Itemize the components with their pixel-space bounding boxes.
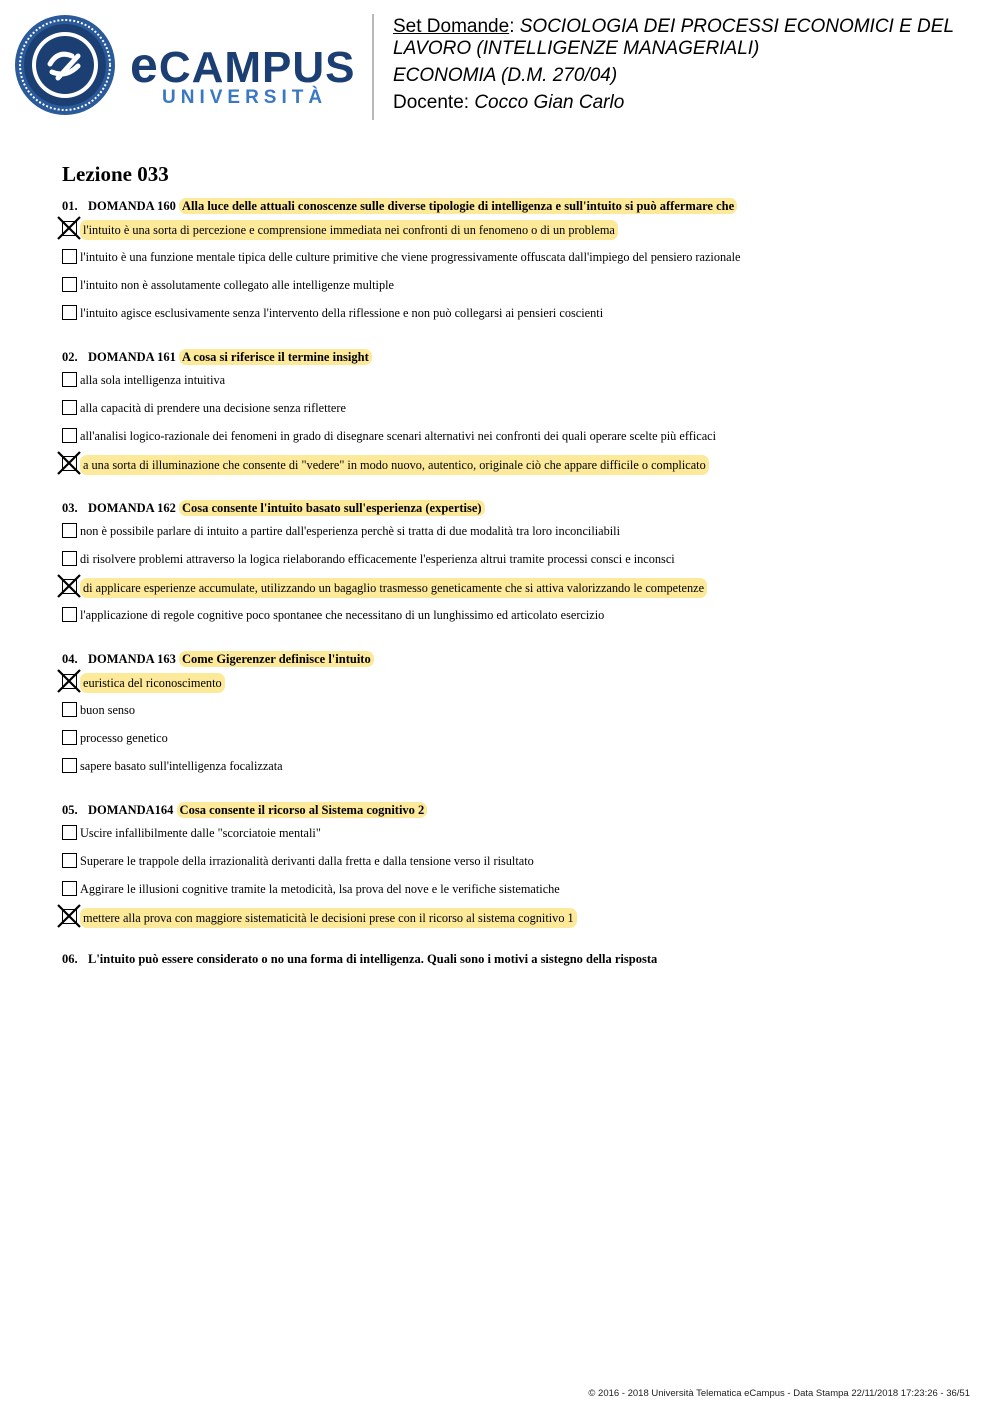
question-block (62, 649, 962, 785)
answer-text: non è possibile parlare di intuito a partire dall'esperienza perchè si tratta di due modalità tra loro inconciliabili (80, 524, 621, 538)
answer-option[interactable] (62, 304, 962, 332)
answer-text: l'intuito agisce esclusivamente senza l'intervento della riflessione e non può collegarsi ai pensieri coscienti (80, 306, 604, 320)
answer-text: l'intuito non è assolutamente collegato alle intelligenze multiple (80, 278, 394, 292)
teacher-label: Docente: (393, 92, 470, 113)
answer-option[interactable] (62, 852, 962, 880)
answer-checkbox[interactable] (62, 853, 77, 868)
question-code: DOMANDA164 (88, 803, 174, 817)
open-question (62, 952, 657, 967)
answer-text: l'applicazione di regole cognitive poco spontanee che necessitano di un lunghissimo ed articolato esercizio (80, 608, 605, 622)
answer-text: sapere basato sull'intelligenza focalizzata (80, 759, 283, 773)
answer-option[interactable] (62, 606, 962, 634)
answer-checkbox[interactable] (62, 372, 77, 387)
question-code: DOMANDA 160 (88, 199, 176, 213)
answer-text: di applicare esperienze accumulate, utilizzando un bagaglio trasmesso geneticamente che si attiva valorizzando le competenze (80, 578, 707, 598)
header-divider (372, 14, 374, 120)
answer-option[interactable] (62, 427, 962, 455)
answer-checkbox[interactable] (62, 305, 77, 320)
answer-option[interactable] (62, 371, 962, 399)
answer-text: alla capacità di prendere una decisione senza riflettere (80, 401, 346, 415)
answer-checkbox[interactable] (62, 881, 77, 896)
answer-option[interactable] (62, 578, 962, 606)
question-block (62, 347, 962, 483)
answer-option[interactable] (62, 220, 962, 248)
question-block (62, 196, 962, 332)
header-info (393, 16, 983, 119)
answer-text: Aggirare le illusioni cognitive tramite la metodicità, lsa prova del nove e le verifiche sistematiche (80, 882, 560, 896)
answer-option[interactable] (62, 276, 962, 304)
answer-checkbox[interactable] (62, 428, 77, 443)
set-title-row: Set Domande: SOCIOLOGIA DEI PROCESSI ECONOMICI E DEL LAVORO (INTELLIGENZE MANAGERIALI) (393, 16, 954, 59)
question-text: A cosa si riferisce il termine insight (179, 349, 372, 365)
answer-option[interactable] (62, 729, 962, 757)
checked-x-icon (56, 573, 82, 599)
answer-option[interactable] (62, 550, 962, 578)
question-block (62, 498, 962, 634)
question-text: Alla luce delle attuali conoscenze sulle diverse tipologie di intelligenza e sull'intuito si può affermare che (179, 198, 737, 214)
question-number: 03. (62, 501, 78, 515)
question-number: 04. (62, 652, 78, 666)
question-line (62, 196, 962, 220)
answer-checkbox[interactable] (62, 607, 77, 622)
answer-checkbox[interactable] (62, 758, 77, 773)
teacher-row (393, 92, 983, 114)
answer-text: Uscire infallibilmente dalle "scorciatoie mentali" (80, 826, 321, 840)
answer-checkbox[interactable] (62, 825, 77, 840)
lesson-title: Lezione 033 (62, 162, 169, 186)
question-code: DOMANDA 163 (88, 652, 176, 666)
question-text: Cosa consente il ricorso al Sistema cognitivo 2 (177, 802, 428, 818)
answer-text: alla sola intelligenza intuitiva (80, 373, 226, 387)
answer-option[interactable] (62, 824, 962, 852)
question-code: DOMANDA 162 (88, 501, 176, 515)
answer-text: euristica del riconoscimento (80, 673, 225, 693)
question-number: 01. (62, 199, 78, 213)
answer-checkbox[interactable] (62, 400, 77, 415)
open-question-text: L'intuito può essere considerato o no una forma di intelligenza. Quali sono i motivi a sistegno della risposta (88, 952, 658, 966)
answer-option[interactable] (62, 248, 962, 276)
answer-checkbox[interactable] (62, 523, 77, 538)
answer-text: di risolvere problemi attraverso la logica rielaborando efficacemente l'esperienza altrui tramite processi consci e inconsci (80, 552, 675, 566)
page-footer: © 2016 - 2018 Università Telematica eCampus - Data Stampa 22/11/2018 17:23:26 - 36/51 (588, 1388, 970, 1399)
answer-text: a una sorta di illuminazione che consente di "vedere" in modo nuovo, autentico, originale ciò che appare difficile o complicato (80, 455, 709, 475)
answer-text: l'intuito è una funzione mentale tipica delle culture primitive che viene progressivamente offuscata dall'impiego del pensiero razionale (80, 250, 741, 264)
answer-option[interactable] (62, 399, 962, 427)
checked-x-icon (56, 450, 82, 476)
question-line (62, 649, 962, 673)
question-line (62, 347, 962, 371)
answer-option[interactable] (62, 673, 962, 701)
checked-x-icon (56, 668, 82, 694)
answer-checkbox[interactable] (62, 277, 77, 292)
answer-checkbox[interactable] (62, 551, 77, 566)
answer-option[interactable] (62, 880, 962, 908)
ecampus-logo-emblem (14, 14, 116, 116)
answer-text: buon senso (80, 703, 135, 717)
question-code: DOMANDA 161 (88, 350, 176, 364)
answer-option[interactable] (62, 757, 962, 785)
ecampus-logo-text: eCAMPUS (130, 37, 356, 93)
set-label: Set Domande (393, 16, 510, 37)
answer-checkbox[interactable] (62, 730, 77, 745)
teacher-name: Cocco Gian Carlo (474, 92, 625, 113)
answer-option[interactable] (62, 522, 962, 550)
answer-checkbox[interactable] (62, 249, 77, 264)
question-text: Come Gigerenzer definisce l'intuito (179, 651, 374, 667)
answer-text: l'intuito è una sorta di percezione e comprensione immediata nei confronti di un fenomeno o di un problema (80, 220, 618, 240)
answer-text: all'analisi logico-razionale dei fenomeni in grado di disegnare scenari alternativi nei confronti dei quali operare scelte più efficaci (80, 429, 717, 443)
answer-option[interactable] (62, 701, 962, 729)
answer-text: Superare le trappole della irrazionalità derivanti dalla fretta e dalla tensione verso il risultato (80, 854, 534, 868)
question-number: 05. (62, 803, 78, 817)
checked-x-icon (56, 903, 82, 929)
answer-option[interactable] (62, 908, 962, 936)
answer-text: mettere alla prova con maggiore sistematicità le decisioni prese con il ricorso al sistema cognitivo 1 (80, 908, 577, 928)
answer-checkbox[interactable] (62, 702, 77, 717)
question-number: 06. (62, 952, 78, 966)
answer-option[interactable] (62, 455, 962, 483)
question-text: Cosa consente l'intuito basato sull'esperienza (expertise) (179, 500, 485, 516)
question-block (62, 800, 962, 936)
answer-text: processo genetico (80, 731, 168, 745)
set-title: SOCIOLOGIA DEI PROCESSI ECONOMICI E DEL LAVORO (INTELLIGENZE MANAGERIALI) (393, 16, 954, 59)
question-line (62, 800, 962, 824)
ecampus-logo-subtext: UNIVERSITÀ (162, 87, 328, 108)
question-line (62, 498, 962, 522)
checked-x-icon (56, 215, 82, 241)
course-name: ECONOMIA (D.M. 270/04) (393, 65, 618, 86)
question-number: 02. (62, 350, 78, 364)
